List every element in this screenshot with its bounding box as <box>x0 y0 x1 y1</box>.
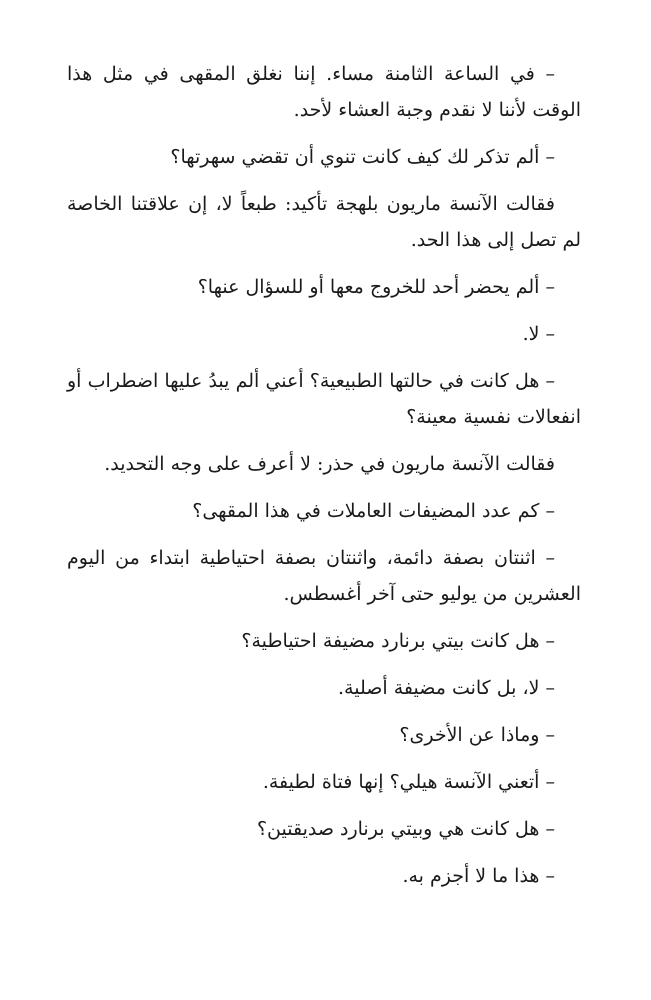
paragraph-8: – كم عدد المضيفات العاملات في هذا المقهى؟ <box>192 500 555 522</box>
paragraph-13: – أتعني الآنسة هيلي؟ إنها فتاة لطيفة. <box>262 771 555 793</box>
paragraph-15: – هذا ما لا أجزم به. <box>402 865 555 887</box>
paragraph-1: – في الساعة الثامنة مساء. إننا نغلق المقهى في مثل هذا الوقت لأننا لا نقدم وجبة العشاء لأحد. <box>67 63 581 121</box>
paragraph-5: – لا. <box>522 323 555 345</box>
paragraph-2: – ألم تذكر لك كيف كانت تنوي أن تقضي سهرتها؟ <box>170 146 555 168</box>
paragraph-14: – هل كانت هي وبيتي برنارد صديقتين؟ <box>256 818 555 840</box>
paragraph-4: – ألم يحضر أحد للخروج معها أو للسؤال عنها؟ <box>197 276 555 298</box>
paragraph-9: – اثنتان بصفة دائمة، واثنتان بصفة احتياطية ابتداء من اليوم العشرين من يوليو حتى آخر أغسطس. <box>67 547 581 605</box>
paragraph-7: فقالت الآنسة ماريون في حذر: لا أعرف على وجه التحديد. <box>104 453 555 475</box>
paragraph-6: – هل كانت في حالتها الطبيعية؟ أعني ألم يبدُ عليها اضطراب أو انفعالات نفسية معينة؟ <box>67 370 581 428</box>
paragraph-12: – وماذا عن الأخرى؟ <box>399 724 555 746</box>
paragraph-3: فقالت الآنسة ماريون بلهجة تأكيد: طبعاً لا، إن علاقتنا الخاصة لم تصل إلى هذا الحد. <box>67 193 581 251</box>
paragraph-10: – هل كانت بيتي برنارد مضيفة احتياطية؟ <box>241 630 555 652</box>
book-page <box>67 56 581 905</box>
paragraph-11: – لا، بل كانت مضيفة أصلية. <box>338 677 555 699</box>
